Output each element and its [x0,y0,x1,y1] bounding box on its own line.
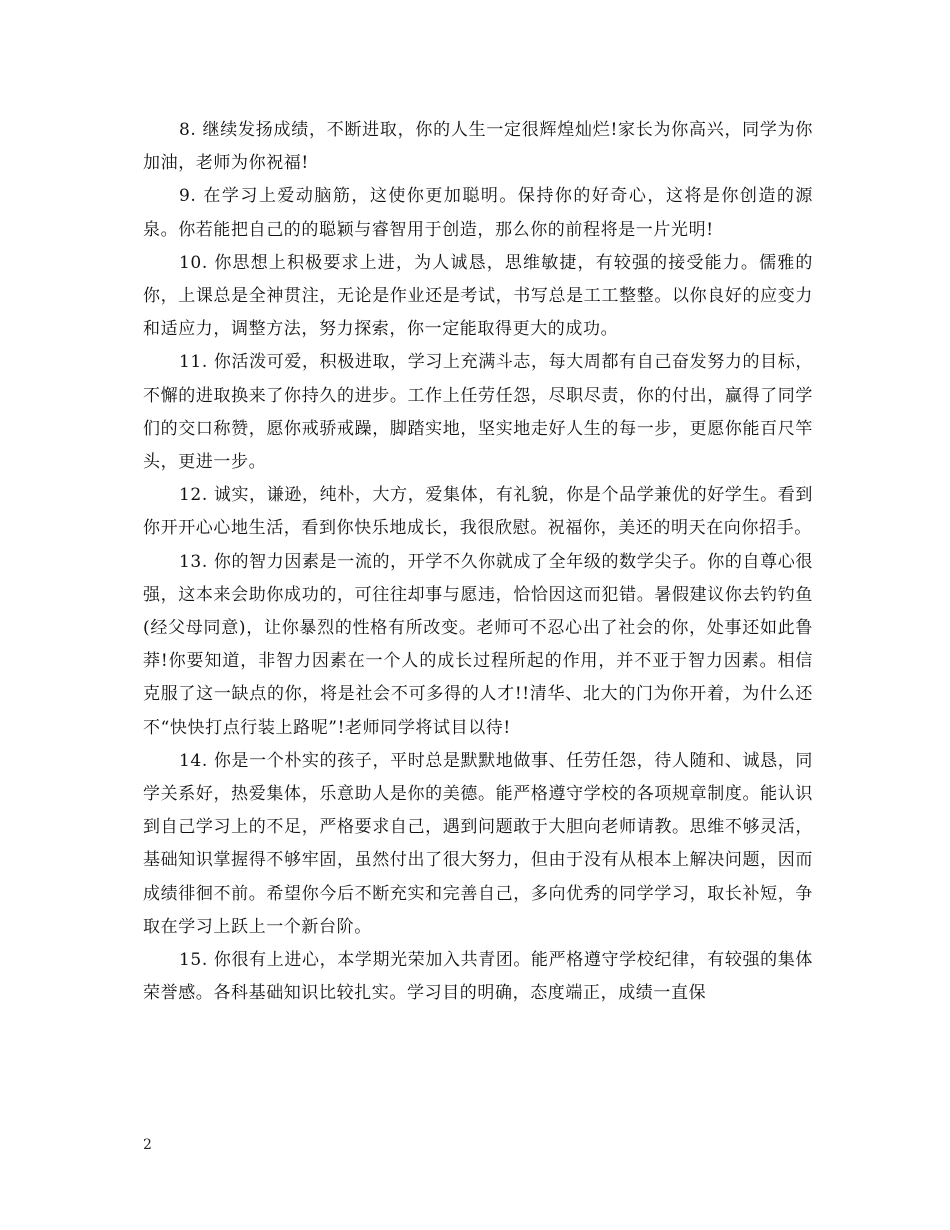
paragraph-9: 9. 在学习上爱动脑筋，这使你更加聪明。保持你的好奇心，这将是你创造的源泉。你若能把自己的的聪颖与睿智用于创造，那么你的前程将是一片光明! [143,186,813,240]
paragraph-12: 12. 诚实，谦逊，纯朴，大方，爱集体，有礼貌，你是个品学兼优的好学生。看到你开开心心地生活，看到你快乐地成长，我很欣慰。祝福你，美还的明天在向你招手。 [143,485,813,539]
paragraph-10: 10. 你思想上积极要求上进，为人诚恳，思维敏捷，有较强的接受能力。儒雅的你，上课总是全神贯注，无论是作业还是考试，书写总是工工整整。以你良好的应变力和适应力，调整方法，努力探索，你一定能取得更大的成功。 [143,252,813,340]
paragraph-15: 15. 你很有上进心，本学期光荣加入共青团。能严格遵守学校纪律，有较强的集体荣誉感。各科基础知识比较扎实。学习目的明确，态度端正，成绩一直保 [143,950,813,1004]
paragraph-13: 13. 你的智力因素是一流的，开学不久你就成了全年级的数学尖子。你的自尊心很强，这本来会助你成功的，可往往却事与愿违，恰恰因这而犯错。暑假建议你去钓钓鱼(经父母同意)，让你暴烈的性格有所改变。老师可不忍心出了社会的你，处事还如此鲁莽!你要知道，非智力因素在一个人的成长过程所起的作用，并不亚于智力因素。相信克服了这一缺点的你，将是社会不可多得的人才!!清华、北大的门为你开着，为什么还不“快快打点行装上路呢”!老师同学将试目以待! [143,551,813,738]
paragraph-14: 14. 你是一个朴实的孩子，平时总是默默地做事、任劳任怨，待人随和、诚恳，同学关系好，热爱集体，乐意助人是你的美德。能严格遵守学校的各项规章制度。能认识到自己学习上的不足，严格要求自己，遇到问题敢于大胆向老师请教。思维不够灵活，基础知识掌握得不够牢固，虽然付出了很大努力，但由于没有从根本上解决问题，因而成绩徘徊不前。希望你今后不断充实和完善自己，多向优秀的同学学习，取长补短，争取在学习上跃上一个新台阶。 [143,750,813,937]
paragraph-11: 11. 你活泼可爱，积极进取，学习上充满斗志，每大周都有自己奋发努力的目标，不懈的进取换来了你持久的进步。工作上任劳任怨，尽职尽责，你的付出，赢得了同学们的交口称赞，愿你戒骄戒躁，脚踏实地，坚实地走好人生的每一步，更愿你能百尺竿头，更进一步。 [143,352,813,473]
body-text [143,114,813,1010]
page-number: 2 [143,1137,152,1153]
paragraph-8: 8. 继续发扬成绩，不断进取，你的人生一定很辉煌灿烂!家长为你高兴，同学为你加油，老师为你祝福! [143,120,813,174]
